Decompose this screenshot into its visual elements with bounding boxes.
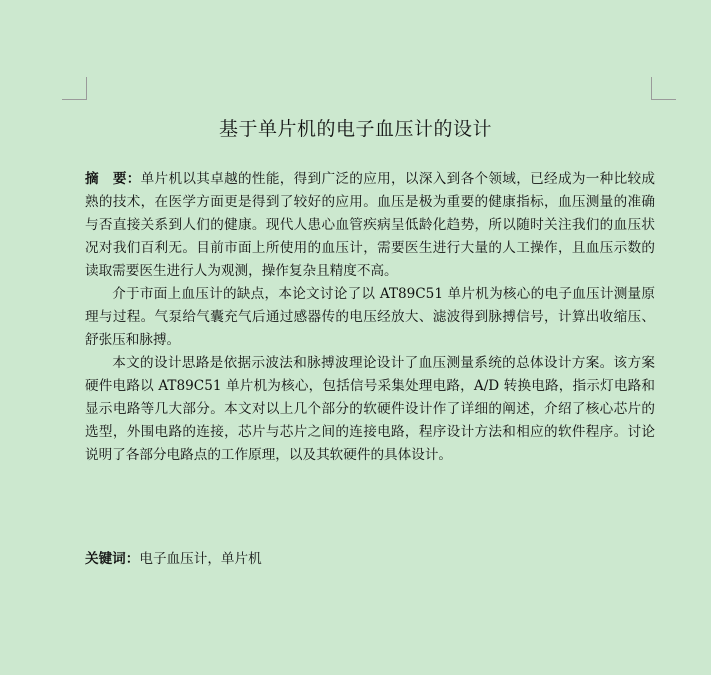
document-title: 基于单片机的电子血压计的设计: [218, 118, 492, 140]
page-corner-mark-top-left: [62, 77, 87, 100]
keywords-text: 电子血压计，单片机: [139, 551, 262, 567]
abstract-section: [85, 168, 655, 467]
abstract-paragraph-1: [85, 168, 655, 283]
page-corner-mark-top-right: [651, 77, 676, 100]
keywords-line: [85, 548, 655, 571]
abstract-text-1: 单片机以其卓越的性能，得到广泛的应用，以深入到各个领域，已经成为一种比较成熟的技术，在医学方面更是得到了较好的应用。血压是极为重要的健康指标，血压测量的准确与否直接关系到人们的健康。现代人患心血管疾病呈低龄化趋势，所以随时关注我们的血压状况对我们百利无。目前市面上所使用的血压计，需要医生进行大量的人工操作，且血压示数的读取需要医生进行人为观测，操作复杂且精度不高。: [85, 171, 655, 279]
abstract-paragraph-2: 介于市面上血压计的缺点，本论文讨论了以 AT89C51 单片机为核心的电子血压计测量原理与过程。气泵给气囊充气后通过感器传的电压经放大、滤波得到脉搏信号，计算出收缩压、舒张压和脉搏。: [85, 286, 655, 348]
abstract-paragraph-3: 本文的设计思路是依据示波法和脉搏波理论设计了血压测量系统的总体设计方案。该方案硬件电路以 AT89C51 单片机为核心，包括信号采集处理电路，A/D 转换电路，指示灯电路和显示电路等几大部分。本文对以上几个部分的软硬件设计作了详细的阐述，介绍了核心芯片的选型，外围电路的连接，芯片与芯片之间的连接电路，程序设计方法和相应的软件程序。讨论说明了各部分电路点的工作原理，以及其软硬件的具体设计。: [85, 355, 655, 463]
abstract-label: 摘 要：: [85, 171, 141, 187]
keywords-label: 关键词：: [85, 551, 140, 567]
